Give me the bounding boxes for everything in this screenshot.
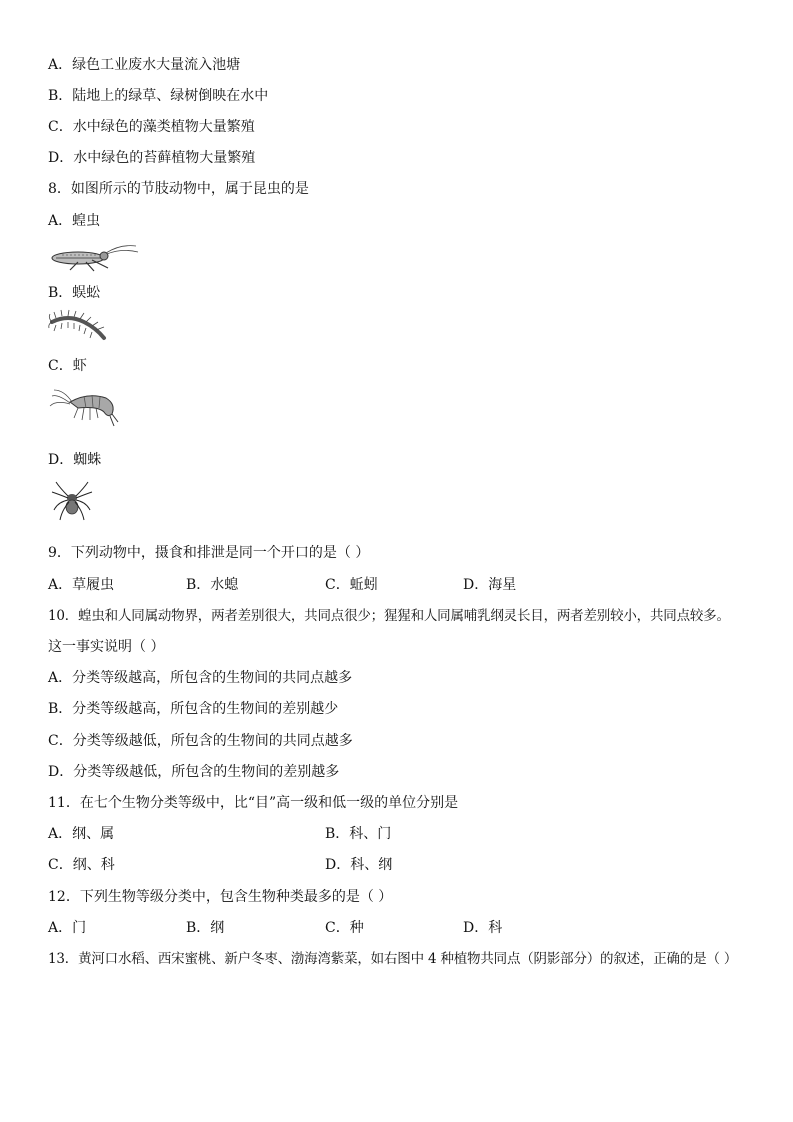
q7-option-d: D．水中绿色的苔藓植物大量繁殖 [48,150,256,166]
q8-option-d: D．蜘蛛 [48,452,102,468]
q9-option-d: D．海星 [463,577,517,593]
q10-option-b: B．分类等级越高，所包含的生物间的差别越少 [48,701,339,717]
q7-option-a: A．绿色工业废水大量流入池塘 [48,57,241,73]
q8-stem: 8．如图所示的节肢动物中，属于昆虫的是 [48,181,309,197]
q8-option-a: A．蝗虫 [48,213,101,229]
q13-stem: 13．黄河口水稻、西宋蜜桃、新户冬枣、渤海湾紫菜，如右图中 4 种植物共同点（阴影部分）的叙述，正确的是（ ） [48,951,738,967]
locust-image [48,238,140,274]
shrimp-image [48,382,120,430]
q8-option-c: C．虾 [48,358,87,374]
q12-option-b: B．纲 [186,920,225,936]
q12-option-a: A．门 [48,920,87,936]
q10-option-c: C．分类等级越低，所包含的生物间的共同点越多 [48,733,353,749]
q10-option-a: A．分类等级越高，所包含的生物间的共同点越多 [48,670,353,686]
q7-option-c: C．水中绿色的藻类植物大量繁殖 [48,119,255,135]
centipede-image [48,308,110,344]
q11-option-b: B．科、门 [325,826,392,842]
q10-stem-line1: 10．蝗虫和人同属动物界，两者差别很大，共同点很少；猩猩和人同属哺乳纲灵长目，两者差别较小，共同点较多。 [48,608,730,624]
q7-option-b: B．陆地上的绿草、绿树倒映在水中 [48,88,269,104]
q9-stem: 9．下列动物中，摄食和排泄是同一个开口的是（ ） [48,545,370,561]
q10-option-d: D．分类等级越低，所包含的生物间的差别越多 [48,764,340,780]
q11-option-c: C．纲、科 [48,857,115,873]
q12-option-d: D．科 [463,920,503,936]
q10-stem-line2: 这一事实说明（ ） [48,639,165,655]
q9-option-a: A．草履虫 [48,577,115,593]
q9-option-c: C．蚯蚓 [325,577,378,593]
spider-image [48,480,96,524]
q12-stem: 12．下列生物等级分类中，包含生物种类最多的是（ ） [48,889,393,905]
q8-option-b: B．蜈蚣 [48,285,101,301]
q11-option-a: A．纲、属 [48,826,115,842]
q11-option-d: D．科、纲 [325,857,393,873]
q9-option-b: B．水螅 [186,577,239,593]
q12-option-c: C．种 [325,920,364,936]
q11-stem: 11．在七个生物分类等级中，比“目”高一级和低一级的单位分别是 [48,795,459,811]
